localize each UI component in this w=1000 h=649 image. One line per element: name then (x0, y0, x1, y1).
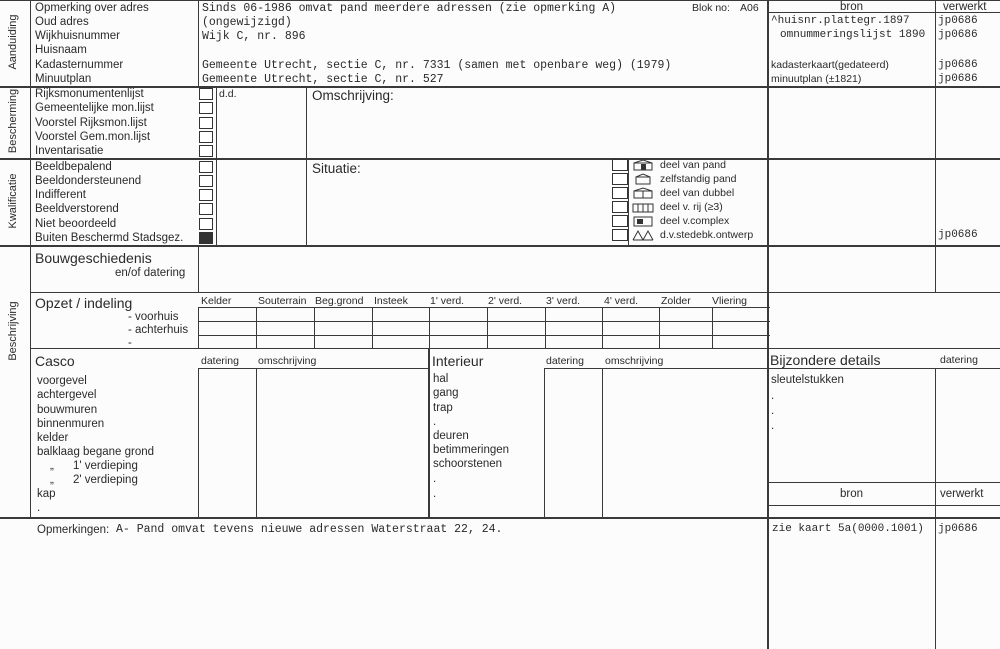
complex-icon (632, 215, 654, 227)
rule (314, 307, 315, 348)
checkbox-inventarisatie[interactable] (199, 145, 213, 157)
kwalificatie-item: Indifferent (35, 189, 86, 201)
bouwgeschiedenis-label: Bouwgeschiedenis (35, 250, 152, 266)
rule (487, 307, 488, 348)
situatie-option: deel van pand (660, 159, 726, 171)
opmerkingen-verwerkt: jp0686 (938, 523, 978, 535)
bijzondere-verwerkt-header: verwerkt (940, 488, 984, 500)
rule (602, 368, 603, 517)
interieur-item: betimmeringen (433, 444, 510, 456)
rule (544, 368, 545, 517)
rule (935, 368, 936, 649)
opzet-col: Zolder (661, 295, 691, 307)
label-minuutplan: Minuutplan (35, 73, 92, 85)
kwalificatie-item: Beeldondersteunend (35, 175, 142, 187)
verwerkt-row: jp0686 (938, 73, 978, 85)
bijzondere-label: Bijzondere details (770, 352, 881, 368)
value-opmerking-adres: Sinds 06-1986 omvat pand meerdere adressen (zie opmerking A) (202, 2, 617, 15)
omschrijving-label: Omschrijving: (312, 88, 394, 103)
rule (198, 307, 199, 348)
rule (0, 86, 1000, 88)
checkbox-deel-van-dubbel[interactable] (612, 187, 628, 199)
label-huisnaam: Huisnaam (35, 44, 87, 56)
opmerkingen-text: A- Pand omvat tevens nieuwe adressen Waterstraat 22, 24. (116, 523, 503, 536)
interieur-item: schoorstenen (433, 458, 503, 470)
interieur-item: trap (433, 402, 453, 414)
dd-label: d.d. (219, 88, 237, 100)
kwalificatie-item: Beeldverstorend (35, 203, 119, 215)
interieur-datering-header: datering (546, 355, 584, 367)
bron-row: kadasterkaart(gedateerd) (771, 59, 889, 71)
rule (628, 158, 629, 245)
bijzondere-bron-header: bron (840, 488, 864, 500)
checkbox-buiten-beschermd-checked[interactable] (199, 232, 213, 244)
label-wijkhuisnummer: Wijkhuisnummer (35, 30, 120, 42)
situatie-option: d.v.stedebk.ontwerp (660, 229, 754, 241)
bron-header: bron (840, 1, 864, 13)
situatie-option: deel v.complex (660, 215, 730, 227)
rule (602, 307, 603, 348)
rule (30, 0, 31, 517)
rule (30, 348, 1000, 349)
en-of-datering-label: en/of datering (115, 267, 186, 279)
checkbox-deel-van-pand[interactable] (612, 159, 628, 171)
casco-item: kap (37, 488, 56, 500)
value-minuutplan: Gemeente Utrecht, sectie C, nr. 527 (202, 73, 444, 86)
checkbox-beeldbepalend[interactable] (199, 161, 213, 173)
rule (768, 482, 1000, 483)
rule (198, 335, 770, 336)
bijzondere-item: . (771, 405, 775, 417)
checkbox-deel-v-rij[interactable] (612, 201, 628, 213)
casco-omschrijving-header: omschrijving (258, 355, 317, 367)
rule (198, 368, 199, 517)
bescherming-item: Voorstel Gem.mon.lijst (35, 131, 151, 143)
value-kadasternummer: Gemeente Utrecht, sectie C, nr. 7331 (samen met openbare weg) (1979) (202, 59, 672, 72)
verwerkt-row: jp0686 (938, 29, 978, 41)
bijzondere-item: . (771, 420, 775, 432)
verwerkt-row: jp0686 (938, 15, 978, 27)
rule (0, 158, 1000, 160)
rule (659, 307, 660, 348)
bijzondere-item: sleutelstukken (771, 374, 844, 386)
house-part-icon (632, 159, 654, 171)
situatie-option: zelfstandig pand (660, 173, 737, 185)
double-house-icon (632, 187, 654, 199)
opzet-label: Opzet / indeling (35, 295, 133, 311)
checkbox-gemeentelijke[interactable] (199, 102, 213, 114)
opzet-col: 3' verd. (546, 295, 581, 307)
opzet-row-empty: - (128, 337, 132, 349)
blok-label: Blok no: (692, 2, 730, 14)
checkbox-zelfstandig-pand[interactable] (612, 173, 628, 185)
situatie-option: deel van dubbel (660, 187, 735, 199)
interieur-omschrijving-header: omschrijving (605, 355, 664, 367)
opzet-col: Beg.grond (315, 295, 364, 307)
rule (0, 245, 1000, 247)
kwalificatie-item: Niet beoordeeld (35, 218, 117, 230)
interieur-item: . (433, 416, 437, 428)
section-label-bescherming: Bescherming (7, 88, 19, 154)
casco-item: „ 1' verdieping (50, 460, 138, 472)
bescherming-item: Inventarisatie (35, 145, 104, 157)
casco-item: binnenmuren (37, 418, 105, 430)
verwerkt-header: verwerkt (943, 1, 987, 13)
rule (935, 0, 936, 292)
interieur-item: . (433, 488, 437, 500)
casco-item: . (37, 502, 41, 514)
opzet-col: Souterrain (258, 295, 307, 307)
bron-row: minuutplan (±1821) (771, 73, 862, 85)
opzet-col: 1' verd. (430, 295, 465, 307)
rule (0, 517, 1000, 519)
interieur-item: gang (433, 387, 459, 399)
rule (768, 505, 1000, 506)
label-kadasternummer: Kadasternummer (35, 59, 124, 71)
rule (256, 368, 257, 517)
rule (428, 348, 430, 517)
rule (372, 307, 373, 348)
rule (429, 307, 430, 348)
rule (767, 0, 769, 649)
label-opmerking-adres: Opmerking over adres (35, 2, 149, 14)
checkbox-voorstel-gem[interactable] (199, 131, 213, 143)
opzet-col: Insteek (374, 295, 408, 307)
blok-value: A06 (740, 2, 759, 14)
bescherming-item: Gemeentelijke mon.lijst (35, 102, 154, 114)
kwalificatie-item: Buiten Beschermd Stadsgez. (35, 232, 184, 244)
interieur-item: hal (433, 373, 449, 385)
checkbox-rijksmonumentenlijst[interactable] (199, 88, 213, 100)
bijzondere-datering-header: datering (940, 354, 978, 366)
casco-item: voorgevel (37, 375, 87, 387)
opzet-col: 2' verd. (488, 295, 523, 307)
rule (545, 307, 546, 348)
checkbox-beeldverstorend[interactable] (199, 203, 213, 215)
urban-plan-icon (632, 229, 654, 241)
rule (256, 307, 257, 348)
checkbox-deel-v-complex[interactable] (612, 215, 628, 227)
opzet-row-voorhuis: - voorhuis (128, 311, 179, 323)
section-label-aanduiding: Aanduiding (7, 14, 19, 70)
rule (198, 246, 199, 292)
opzet-col: Vliering (712, 295, 748, 307)
section-label-beschrijving: Beschrijving (7, 301, 19, 361)
casco-label: Casco (35, 353, 75, 369)
row-houses-icon (632, 201, 654, 213)
value-wijkhuisnummer: Wijk C, nr. 896 (202, 30, 306, 43)
bron-row: omnummeringslijst 1890 (780, 29, 926, 41)
rule (198, 321, 770, 322)
rule (712, 307, 713, 348)
rule (30, 292, 1000, 293)
situatie-label: Situatie: (312, 161, 361, 176)
casco-item: balklaag begane grond (37, 446, 155, 458)
interieur-item: . (433, 473, 437, 485)
opmerkingen-label: Opmerkingen: (37, 524, 110, 536)
verwerkt-row: jp0686 (938, 59, 978, 71)
label-oud-adres: Oud adres (35, 16, 89, 28)
opzet-row-achterhuis: - achterhuis (128, 324, 189, 336)
opmerkingen-bron: zie kaart 5a(0000.1001) (772, 523, 924, 535)
opzet-col: 4' verd. (604, 295, 639, 307)
rule (198, 368, 428, 369)
rule (198, 0, 199, 86)
casco-item: achtergevel (37, 389, 97, 401)
bron-row: ^huisnr.plattegr.1897 (771, 15, 910, 27)
value-oud-adres: (ongewijzigd) (202, 16, 292, 29)
checkbox-indifferent[interactable] (199, 189, 213, 201)
kwalificatie-item: Beeldbepalend (35, 161, 112, 173)
situatie-verwerkt: jp0686 (938, 229, 978, 241)
house-icon (632, 173, 654, 185)
checkbox-stedebk-ontwerp[interactable] (612, 229, 628, 241)
bijzondere-item: . (771, 390, 775, 402)
bescherming-item: Voorstel Rijksmon.lijst (35, 117, 147, 129)
section-label-kwalificatie: Kwalificatie (7, 173, 19, 229)
interieur-item: deuren (433, 430, 469, 442)
opzet-col: Kelder (201, 295, 232, 307)
rule (306, 86, 307, 245)
casco-item: kelder (37, 432, 69, 444)
checkbox-beeldondersteunend[interactable] (199, 175, 213, 187)
rule (216, 86, 217, 245)
rule (768, 368, 1000, 369)
interieur-label: Interieur (432, 353, 484, 369)
bescherming-item: Rijksmonumentenlijst (35, 88, 144, 100)
checkbox-niet-beoordeeld[interactable] (199, 218, 213, 230)
casco-item: bouwmuren (37, 404, 98, 416)
casco-item: „ 2' verdieping (50, 474, 138, 486)
rule (544, 368, 768, 369)
situatie-option: deel v. rij (≥3) (660, 201, 723, 213)
casco-datering-header: datering (201, 355, 239, 367)
checkbox-voorstel-rijksmon[interactable] (199, 117, 213, 129)
